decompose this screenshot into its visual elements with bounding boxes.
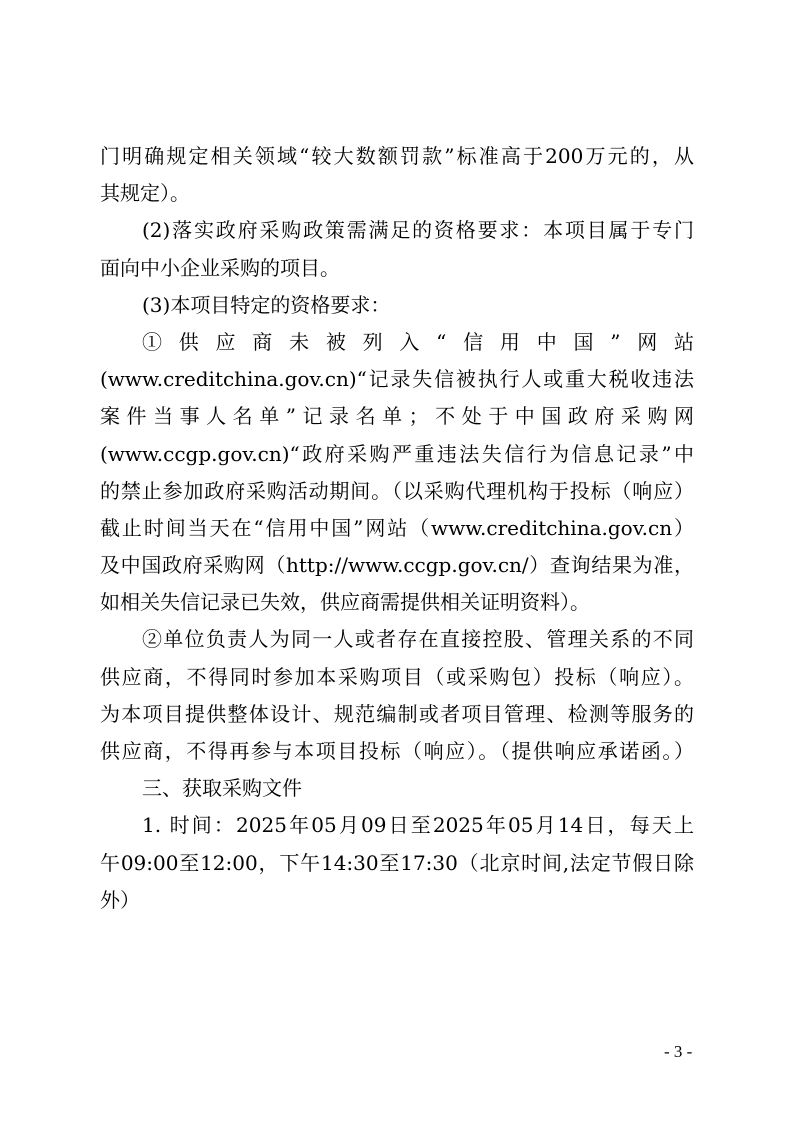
text-line: 为本项目提供整体设计、规范编制或者项目管理、检测等服务的 xyxy=(100,701,694,726)
text-line: (www.ccgp.gov.cn)“政府采购严重违法失信行为信息记录”中 xyxy=(100,441,694,466)
text-line: 供应商，不得同时参加本采购项目（或采购包）投标（响应）。 xyxy=(100,664,694,689)
section-heading: (3)本项目特定的资格要求： xyxy=(142,292,391,317)
text-line: 案件当事人名单”记录名单；不处于中国政府采购网 xyxy=(100,404,694,429)
text-line: 的禁止参加政府采购活动期间。（以采购代理机构于投标（响应） xyxy=(100,478,694,503)
text-line: (www.creditchina.gov.cn)“记录失信被执行人或重大税收违法 xyxy=(100,367,694,392)
text-line: 外） xyxy=(100,887,140,912)
text-line: 其规定）。 xyxy=(100,181,190,206)
document-body xyxy=(100,138,694,919)
section-heading: 三、获取采购文件 xyxy=(142,776,302,801)
page-number: - 3 - xyxy=(664,1042,693,1061)
text-line: 及中国政府采购网（http://www.ccgp.gov.cn/）查询结果为准， xyxy=(100,553,694,578)
text-line: 如相关失信记录已失效，供应商需提供相关证明资料）。 xyxy=(100,590,590,615)
text-line: 面向中小企业采购的项目。 xyxy=(100,255,340,280)
text-line: (2)落实政府采购政策需满足的资格要求：本项目属于专门 xyxy=(142,218,694,243)
text-line: 午09:00至12:00，下午14:30至17:30（北京时间,法定节假日除 xyxy=(100,850,694,875)
text-line: 供应商，不得再参与本项目投标（响应）。（提供响应承诺函。） xyxy=(100,739,694,763)
text-line: 截止时间当天在“信用中国”网站（www.creditchina.gov.cn） xyxy=(100,515,694,540)
text-line: ①供应商未被列入“信用中国”网站 xyxy=(142,329,694,354)
text-line: ②单位负责人为同一人或者存在直接控股、管理关系的不同 xyxy=(142,627,694,652)
text-line: 门明确规定相关领域“较大数额罚款”标准高于200万元的，从 xyxy=(100,144,694,168)
text-line: 1. 时间：2025年05月09日至2025年05月14日，每天上 xyxy=(142,813,694,838)
